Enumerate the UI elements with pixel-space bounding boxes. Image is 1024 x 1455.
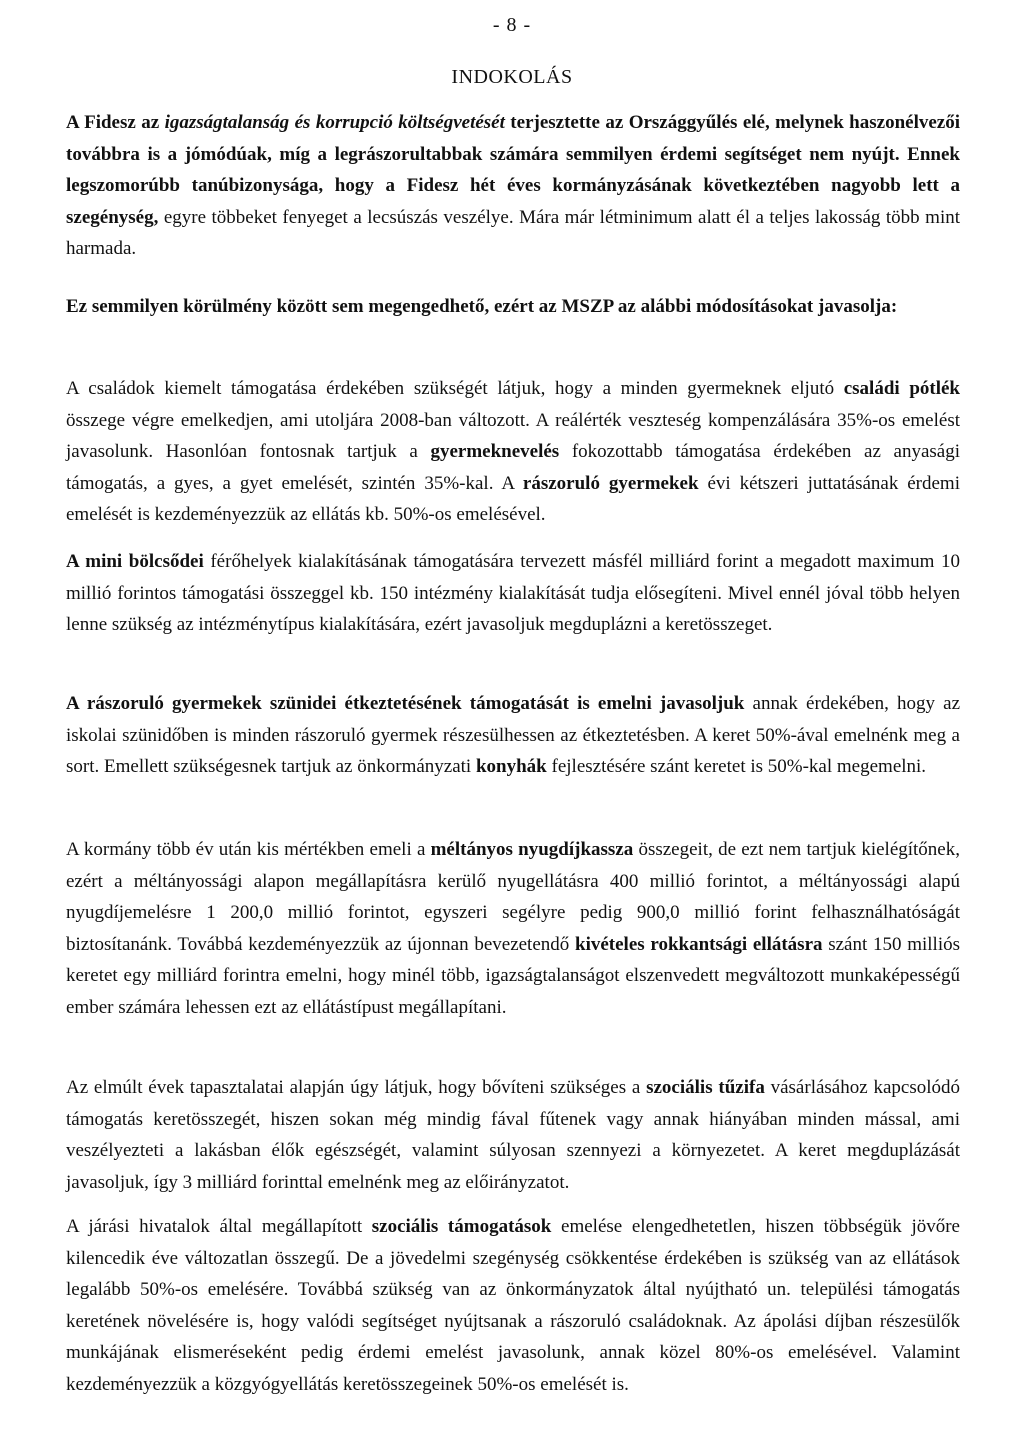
bold-term: A mini bölcsődei: [66, 551, 204, 572]
text-run: fokozottabb támogatása érdekében az anyasági támogatás, a gyes, a gyet emelését, szintén 35%-kal. A: [66, 441, 960, 494]
paragraph-intro: [66, 107, 960, 265]
text-run: A családok kiemelt támogatása érdekében szükségét látjuk, hogy a minden gyermeknek eljutó: [66, 378, 844, 399]
text-run: emelése elengedhetetlen, hiszen többségük jövőre kilencedik éve változatlan összegű. De a jövedelmi szegénység csökkentése érdekében is szükség van az ellátások legalább 50%-os emelésére. Továbbá szükség van az önkormányzatok által nyújtható un. települési támogatás keretének növelésére is, hogy valódi segítséget nyújtsanak a rászoruló családoknak. Az ápolási díjban részesülők munkájának elismeréseként pedig érdemi emelést javasolunk, annak közel 80%-os emelésével. Valamint kezdeményezzük a közgyógyellátás keretösszegeinek 50%-os emelését is.: [66, 1216, 960, 1395]
bold-term: szociális tűzifa: [646, 1077, 765, 1098]
paragraph-nursery: [66, 546, 960, 641]
bold-term: kivételes rokkantsági ellátásra: [575, 933, 823, 955]
bold-term: konyhák: [475, 756, 547, 777]
bold-term: szociális támogatások: [371, 1216, 552, 1237]
text-run: Az elmúlt évek tapasztalatai alapján úgy látjuk, hogy bővíteni szükséges a: [66, 1077, 647, 1098]
text-run: terjesztette az Országgyűlés elé, melynek haszonélvezői továbbra is a jómódúak, míg a legrászorultabbak számára semmilyen érdemi segítséget nem nyújt. Ennek legszomorúbb tanúbizonysága, hogy a Fidesz hét éves kormányzásának következtében nagyobb lett a szegénység,: [66, 112, 960, 228]
bold-term: rászoruló gyermekek: [522, 472, 699, 494]
paragraph-school-meals: [66, 688, 960, 783]
paragraph-family-support: [66, 373, 960, 531]
text-run: A Fidesz az: [66, 112, 165, 133]
text-run: összegeit, de ezt nem tartjuk kielégítőnek, ezért a méltányossági alapon megállapításra kerülő nyugellátásra 400 millió forintot, a méltányossági alapú nyugdíjemelésre 1 200,0 millió forintot, egyszeri segélyre pedig 900,0 millió forint felhasználhatóságát biztosítanánk. Továbbá kezdeményezzük az újonnan bevezetendő: [66, 839, 960, 955]
text-run: A kormány több év után kis mértékben emeli a: [66, 839, 431, 860]
paragraph-proposal-lead: Ez semmilyen körülmény között sem megengedhető, ezért az MSZP az alábbi módosításokat javasolja:: [66, 296, 898, 317]
text-run: A járási hivatalok által megállapított: [66, 1216, 372, 1237]
text-run: fejlesztésére szánt keretet is 50%-kal megemelni.: [546, 756, 927, 777]
page-number: - 8 -: [492, 14, 532, 36]
bold-term: A rászoruló gyermekek szünidei étkeztetésének támogatását is emelni javasoljuk: [66, 693, 745, 714]
paragraph-firewood: [66, 1072, 960, 1198]
bold-term: méltányos nyugdíjkassza: [430, 839, 634, 860]
text-run: vásárlásához kapcsolódó támogatás keretösszegét, hiszen sokan még mindig fával fűtenek vagy annak hiányában minden mással, ami veszélyezteti a lakásban élők egészségét, valamint súlyosan szennyezi a környezetet. A keret megduplázását javasoljuk, így 3 milliárd forinttal emelnénk meg az előirányzatot.: [66, 1077, 960, 1193]
text-run: évi kétszeri juttatásának érdemi emelését is kezdeményezzük az ellátás kb. 50%-os emelésével.: [66, 472, 960, 525]
bold-term: gyermeknevelés: [430, 441, 560, 462]
text-run: egyre többeket fenyeget a lecsúszás veszélye. Mára már létminimum alatt él a teljes lakosság több mint harmada.: [66, 206, 960, 259]
text-run: annak érdekében, hogy az iskolai szünidőben is minden rászoruló gyermek részesülhessen az étkeztetésben. A keret 50%-ával emelnénk meg a sort. Emellett szükségesnek tartjuk az önkormányzati: [66, 693, 961, 777]
emphasis-text: igazságtalanság és korrupció költségvetését: [164, 112, 505, 133]
text-run: összege végre emelkedjen, ami utoljára 2008-ban változott. A reálérték veszteség kompenzálására 35%-os emelést javasolunk. Hasonlóan fontosnak tartjuk a: [66, 409, 960, 462]
paragraph-pension: [66, 834, 960, 1023]
document-title: INDOKOLÁS: [451, 66, 573, 88]
text-run: férőhelyek kialakításának támogatására tervezett másfél milliárd forint a megadott maximum 10 millió forintos támogatási összeggel kb. 150 intézmény kialakítását tudja elősegíteni. Mivel ennél jóval több helyen lenne szükség az intézménytípus kialakítására, ezért javasoljuk megduplázni a keretösszeget.: [66, 551, 960, 635]
bold-term: családi pótlék: [843, 378, 960, 399]
text-run: szánt 150 milliós keretet egy milliárd forintra emelni, hogy minél több, igazságtalanságot elszenvedett megváltozott munkaképességű ember számára lehessen ezt az ellátástípust megállapítani.: [66, 933, 960, 1018]
paragraph-social-benefits: [66, 1211, 960, 1400]
